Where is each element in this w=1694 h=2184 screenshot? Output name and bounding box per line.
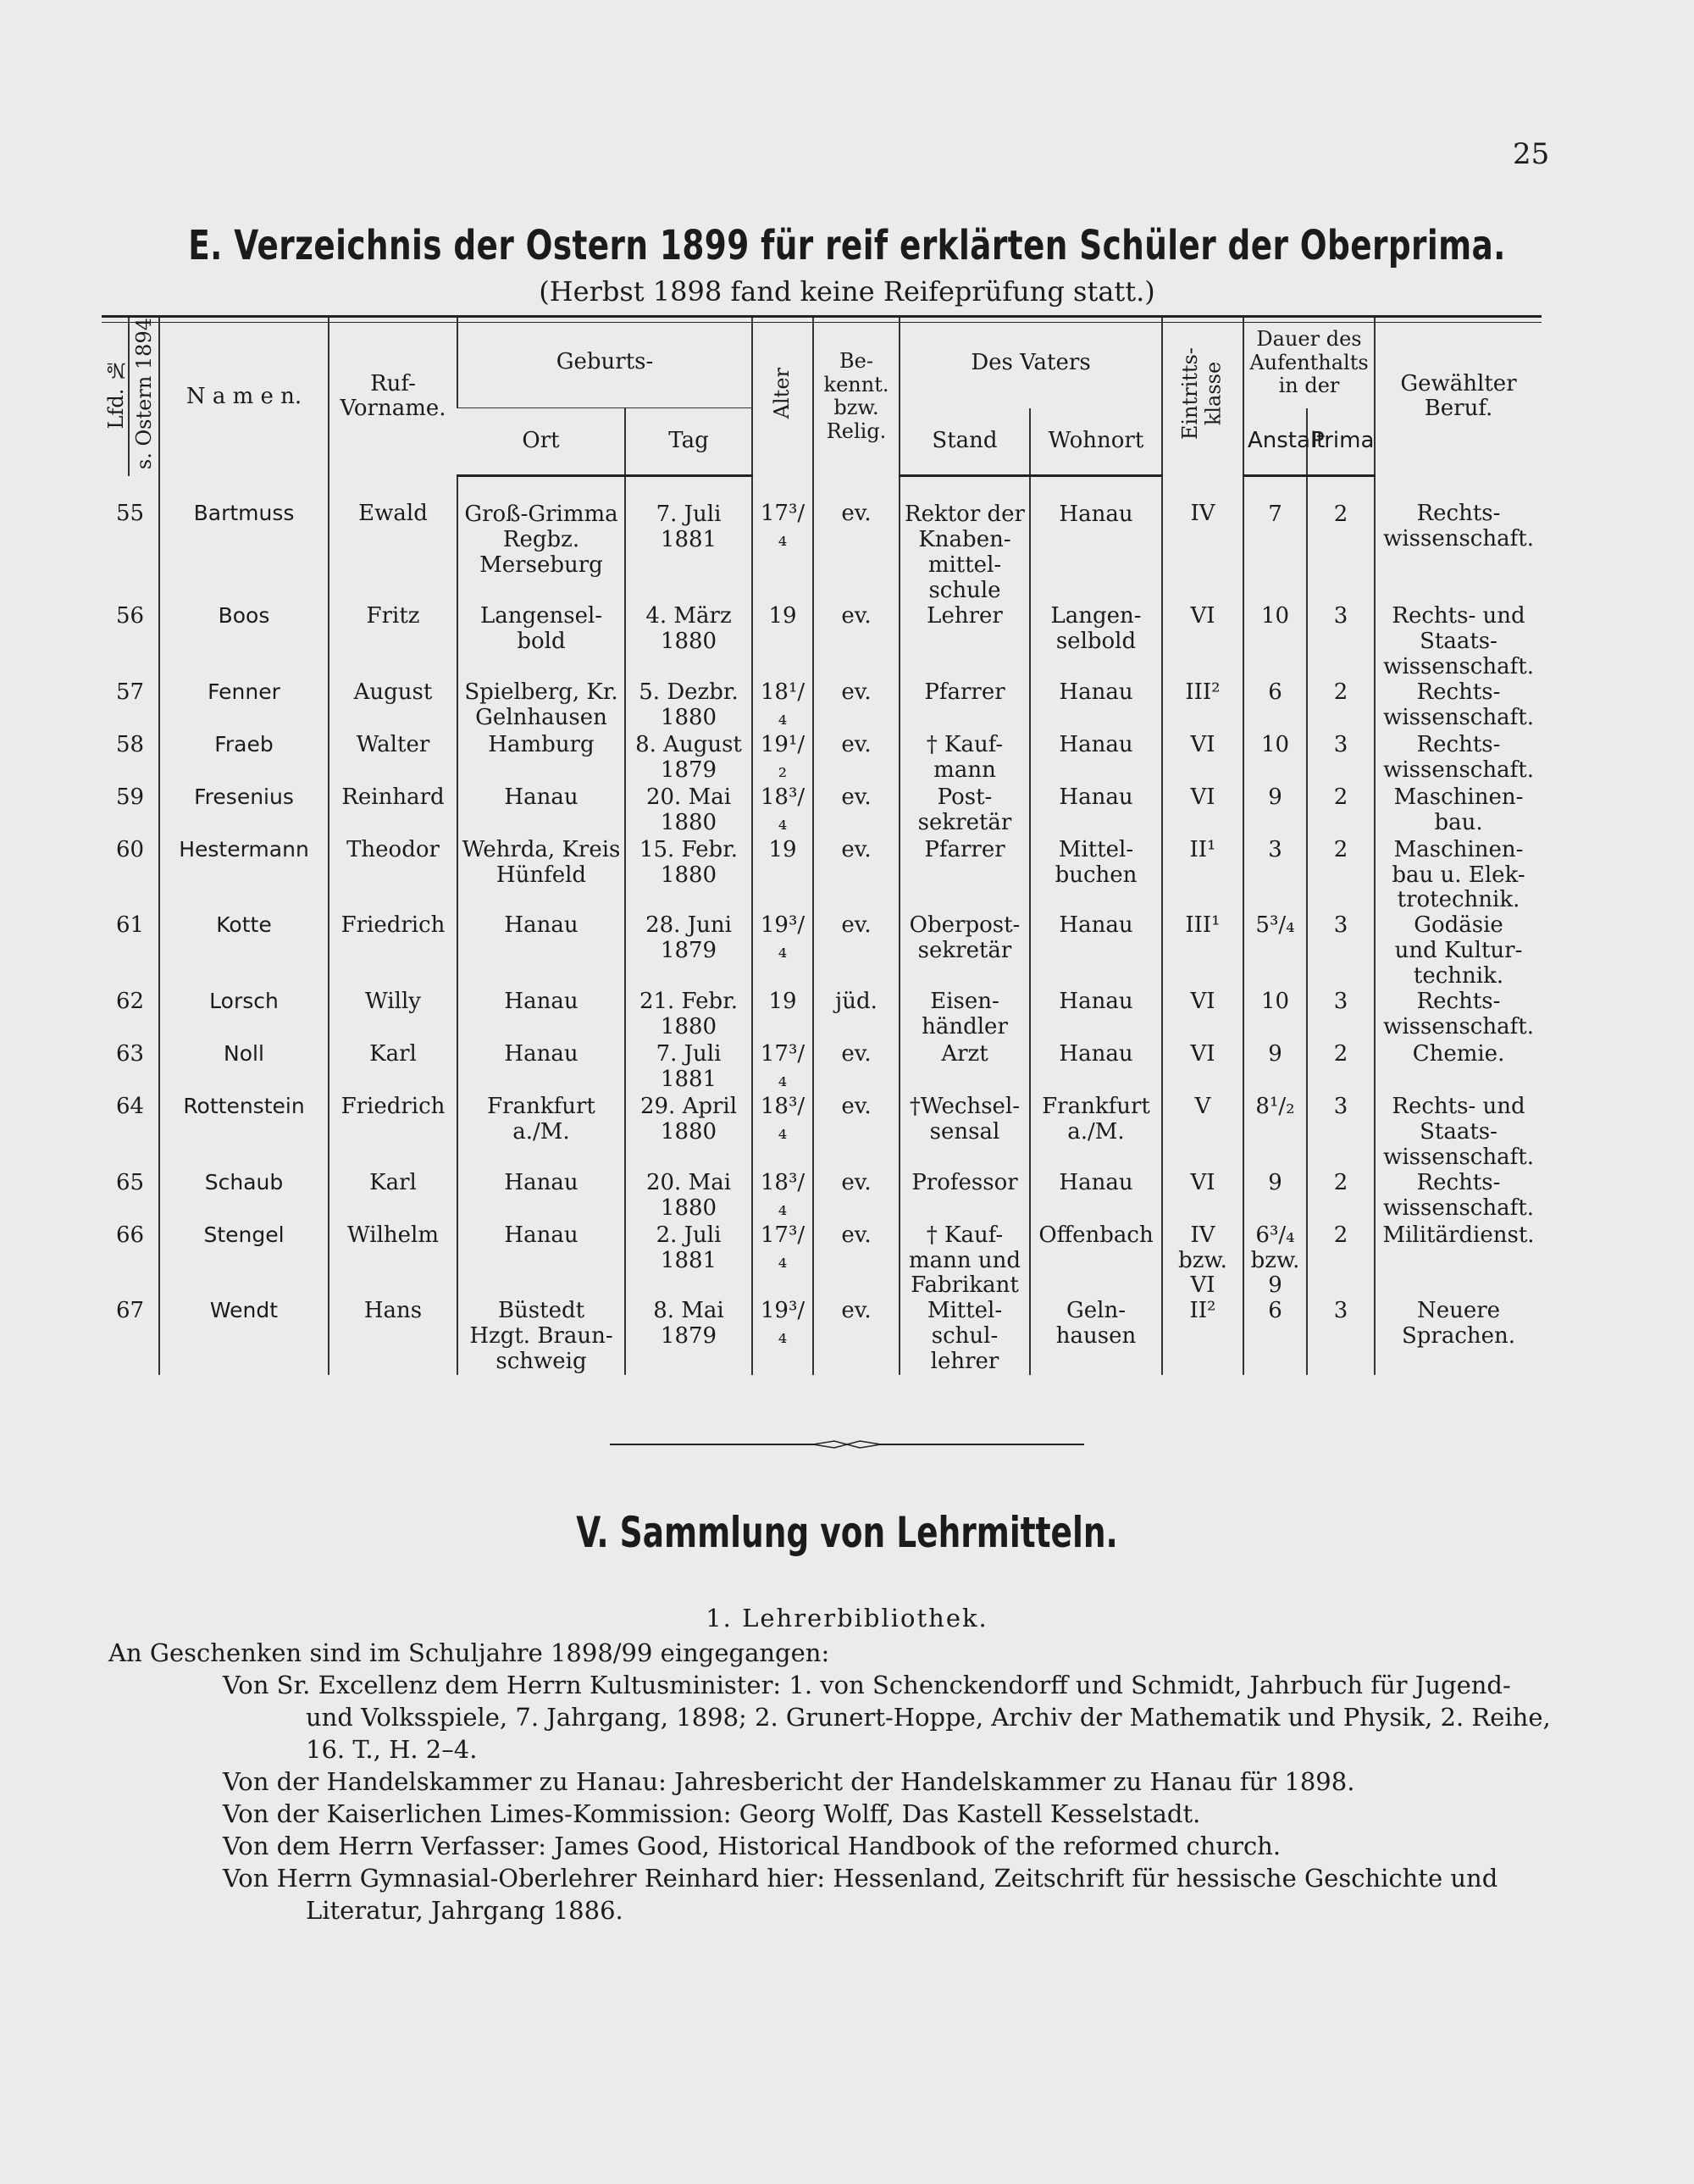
father-occupation: Pfarrer: [900, 680, 1030, 733]
religion: ev.: [813, 1223, 900, 1300]
student-name: Fresenius: [159, 785, 329, 838]
age: 19³/₄: [752, 1299, 813, 1375]
student-name: Lorsch: [159, 989, 329, 1042]
years-prima: 2: [1307, 785, 1375, 838]
birth-place: Hamburg: [457, 733, 625, 785]
age: 18³/₄: [752, 1095, 813, 1171]
first-name: Fritz: [329, 604, 457, 680]
years-school: 7: [1243, 476, 1307, 604]
religion: ev.: [813, 1171, 900, 1223]
religion: ev.: [813, 785, 900, 838]
header-wohnort: Wohnort: [1030, 408, 1162, 476]
years-prima: 2: [1307, 476, 1375, 604]
gifts-intro: An Geschenken sind im Schuljahre 1898/99 eingegangen:: [108, 1638, 830, 1667]
age: 19: [752, 604, 813, 680]
table-row: [102, 1042, 1542, 1095]
row-number: 62: [115, 989, 145, 1015]
father-residence: Frankfurt a./M.: [1030, 1095, 1162, 1171]
first-name: Karl: [329, 1042, 457, 1095]
father-residence: Langen- selbold: [1030, 604, 1162, 680]
table-row: [102, 604, 1542, 680]
chosen-career: Chemie.: [1375, 1042, 1542, 1095]
religion: ev.: [813, 476, 900, 604]
header-dauer: Dauer des Aufenthalts in der: [1243, 318, 1375, 408]
birth-place: Hanau: [457, 1042, 625, 1095]
years-school: 9: [1243, 1042, 1307, 1095]
father-residence: Hanau: [1030, 476, 1162, 604]
header-beruf: Gewählter Beruf.: [1375, 318, 1542, 476]
chosen-career: Rechts- und Staats- wissenschaft.: [1375, 1095, 1542, 1171]
gift-entry: Von der Handelskammer zu Hanau: Jahresbericht der Handelskammer zu Hanau für 1898.: [223, 1767, 1355, 1796]
religion: ev.: [813, 733, 900, 785]
age: 17³/₄: [752, 1223, 813, 1300]
first-name: Walter: [329, 733, 457, 785]
birth-date: 20. Mai 1880: [625, 785, 752, 838]
table-body: [102, 476, 1542, 1375]
father-occupation: Pfarrer: [900, 838, 1030, 914]
student-name: Stengel: [159, 1223, 329, 1300]
father-occupation: Eisen- händler: [900, 989, 1030, 1042]
years-prima: 3: [1307, 913, 1375, 989]
age: 18¹/₄: [752, 680, 813, 733]
header-tag: Tag: [625, 408, 752, 476]
years-prima: 2: [1307, 1223, 1375, 1300]
father-residence: Hanau: [1030, 785, 1162, 838]
header-rufname: Ruf- Vorname.: [329, 318, 457, 476]
first-name: Karl: [329, 1171, 457, 1223]
years-school: 10: [1243, 604, 1307, 680]
years-school: 3: [1243, 838, 1307, 914]
header-lfd: Lfd. №: [104, 358, 128, 430]
years-school: 10: [1243, 733, 1307, 785]
father-residence: Hanau: [1030, 989, 1162, 1042]
table-row: [102, 1095, 1542, 1171]
ornament-divider: [610, 1440, 1084, 1449]
birth-date: 7. Juli 1881: [625, 476, 752, 604]
father-occupation: Mittel- schul- lehrer: [900, 1299, 1030, 1375]
row-number: 58: [115, 731, 145, 757]
father-residence: Hanau: [1030, 1171, 1162, 1223]
header-vater: Des Vaters: [900, 318, 1162, 408]
chosen-career: Rechts- wissenschaft.: [1375, 733, 1542, 785]
father-residence: Hanau: [1030, 733, 1162, 785]
father-occupation: † Kauf- mann und Fabrikant: [900, 1223, 1030, 1300]
years-school: 5³/₄: [1243, 913, 1307, 989]
birth-date: 8. Mai 1879: [625, 1299, 752, 1375]
birth-place: Hanau: [457, 1171, 625, 1223]
birth-date: 5. Dezbr. 1880: [625, 680, 752, 733]
entry-class: VI: [1162, 1171, 1243, 1223]
entry-class: VI: [1162, 785, 1243, 838]
table-row: [102, 785, 1542, 838]
page-number: 25: [1513, 137, 1550, 171]
birth-date: 21. Febr. 1880: [625, 989, 752, 1042]
birth-place: Hanau: [457, 1223, 625, 1300]
chosen-career: Rechts- wissenschaft.: [1375, 1171, 1542, 1223]
birth-place: Langensel- bold: [457, 604, 625, 680]
years-prima: 3: [1307, 733, 1375, 785]
entry-class: IV bzw. VI: [1162, 1223, 1243, 1300]
gift-entry: Von Sr. Excellenz dem Herrn Kultusminister: 1. von Schenckendorff und Schmidt, Jahrbuch für Jugend- und Volksspiele, 7. Jahrgang, 1898; 2. Grunert-Hoppe, Archiv der Mathematik und Physik, 2. Reihe, 16. T., H. 2–4.: [223, 1671, 1551, 1764]
chosen-career: Neuere Sprachen.: [1375, 1299, 1542, 1375]
table-row: [102, 1223, 1542, 1300]
first-name: August: [329, 680, 457, 733]
first-name: Friedrich: [329, 1095, 457, 1171]
chosen-career: Militärdienst.: [1375, 1223, 1542, 1300]
header-bekenntnis: Be- kennt. bzw. Relig.: [813, 318, 900, 476]
father-residence: Mittel- buchen: [1030, 838, 1162, 914]
age: 18³/₄: [752, 785, 813, 838]
entry-class: VI: [1162, 604, 1243, 680]
father-occupation: Post- sekretär: [900, 785, 1030, 838]
student-name: Rottenstein: [159, 1095, 329, 1171]
lehrerbibliothek-heading: 1. Lehrerbibliothek.: [706, 1604, 988, 1632]
gifts-list: [108, 1637, 1553, 1926]
entry-class: VI: [1162, 989, 1243, 1042]
years-prima: 3: [1307, 604, 1375, 680]
religion: ev.: [813, 1095, 900, 1171]
birth-place: Spielberg, Kr. Gelnhausen: [457, 680, 625, 733]
header-alter: Alter: [752, 318, 813, 476]
header-anstalt: Anstalt: [1243, 408, 1307, 476]
header-ort: Ort: [457, 408, 625, 476]
table-row: [102, 989, 1542, 1042]
father-occupation: Lehrer: [900, 604, 1030, 680]
birth-place: Frankfurt a./M.: [457, 1095, 625, 1171]
chosen-career: Rechts- wissenschaft.: [1375, 680, 1542, 733]
row-number: 67: [115, 1298, 145, 1324]
age: 19: [752, 989, 813, 1042]
father-occupation: † Kauf- mann: [900, 733, 1030, 785]
birth-place: Hanau: [457, 989, 625, 1042]
student-name: Noll: [159, 1042, 329, 1095]
table-row: [102, 476, 1542, 604]
gift-entry: Von dem Herrn Verfasser: James Good, Historical Handbook of the reformed church.: [223, 1832, 1282, 1860]
gift-entry: Von Herrn Gymnasial-Oberlehrer Reinhard hier: Hessenland, Zeitschrift für hessische Geschichte und Literatur, Jahrgang 1886.: [223, 1864, 1498, 1925]
section-e-title: E. Verzeichnis der Ostern 1899 für reif erklärten Schüler der Oberprima.: [188, 222, 1506, 269]
years-prima: 3: [1307, 1299, 1375, 1375]
section-e-subtitle: (Herbst 1898 fand keine Reifeprüfung statt.): [539, 275, 1155, 308]
header-eintritt: Eintritts- klasse: [1162, 318, 1243, 476]
first-name: Reinhard: [329, 785, 457, 838]
years-prima: 2: [1307, 838, 1375, 914]
father-residence: Hanau: [1030, 1042, 1162, 1095]
chosen-career: Maschinen- bau u. Elek- trotechnik.: [1375, 838, 1542, 914]
header-seit: s. Ostern 1894: [129, 318, 159, 476]
birth-place: Groß-Grimma Regbz. Merseburg: [457, 476, 625, 604]
table-row: [102, 733, 1542, 785]
birth-date: 29. April 1880: [625, 1095, 752, 1171]
entry-class: VI: [1162, 733, 1243, 785]
birth-date: 20. Mai 1880: [625, 1171, 752, 1223]
years-prima: 2: [1307, 1042, 1375, 1095]
religion: ev.: [813, 838, 900, 914]
birth-place: Wehrda, Kreis Hünfeld: [457, 838, 625, 914]
chosen-career: Rechts- und Staats- wissenschaft.: [1375, 604, 1542, 680]
birth-date: 4. März 1880: [625, 604, 752, 680]
religion: ev.: [813, 680, 900, 733]
section-v-title: V. Sammlung von Lehrmitteln.: [576, 1508, 1118, 1557]
age: 19¹/₂: [752, 733, 813, 785]
father-residence: Hanau: [1030, 913, 1162, 989]
header-namen: N a m e n.: [159, 318, 329, 476]
birth-place: Hanau: [457, 913, 625, 989]
years-school: 6³/₄ bzw. 9: [1243, 1223, 1307, 1300]
header-prima: Prima: [1307, 408, 1375, 476]
header-stand: Stand: [900, 408, 1030, 476]
table-row: [102, 1171, 1542, 1223]
father-occupation: Rektor der Knaben- mittel- schule: [900, 476, 1030, 604]
first-name: Hans: [329, 1299, 457, 1375]
student-name: Kotte: [159, 913, 329, 989]
first-name: Wilhelm: [329, 1223, 457, 1300]
age: 17³/₄: [752, 1042, 813, 1095]
row-number: 61: [115, 912, 145, 939]
entry-class: IV: [1162, 476, 1243, 604]
gift-entry: Von der Kaiserlichen Limes-Kommission: Georg Wolff, Das Kastell Kesselstadt.: [223, 1799, 1201, 1828]
row-number: 60: [115, 836, 145, 862]
entry-class: III¹: [1162, 913, 1243, 989]
first-name: Theodor: [329, 838, 457, 914]
birth-date: 8. August 1879: [625, 733, 752, 785]
father-occupation: Arzt: [900, 1042, 1030, 1095]
row-number: 55: [115, 500, 145, 526]
birth-date: 2. Juli 1881: [625, 1223, 752, 1300]
entry-class: VI: [1162, 1042, 1243, 1095]
age: 19: [752, 838, 813, 914]
first-name: Friedrich: [329, 913, 457, 989]
table-row: [102, 838, 1542, 914]
entry-class: II²: [1162, 1299, 1243, 1375]
chosen-career: Rechts- wissenschaft.: [1375, 476, 1542, 604]
row-number: 59: [115, 784, 145, 810]
years-prima: 2: [1307, 680, 1375, 733]
graduates-table: [102, 318, 1542, 1375]
years-prima: 2: [1307, 1171, 1375, 1223]
student-name: Boos: [159, 604, 329, 680]
student-name: Schaub: [159, 1171, 329, 1223]
birth-date: 7. Juli 1881: [625, 1042, 752, 1095]
birth-date: 15. Febr. 1880: [625, 838, 752, 914]
years-prima: 3: [1307, 1095, 1375, 1171]
religion: ev.: [813, 1299, 900, 1375]
years-school: 9: [1243, 785, 1307, 838]
father-residence: Geln- hausen: [1030, 1299, 1162, 1375]
row-number: 66: [115, 1222, 145, 1248]
student-name: Wendt: [159, 1299, 329, 1375]
header-geburts: Geburts-: [457, 318, 752, 408]
birth-date: 28. Juni 1879: [625, 913, 752, 989]
father-occupation: Professor: [900, 1171, 1030, 1223]
student-name: Fenner: [159, 680, 329, 733]
years-school: 10: [1243, 989, 1307, 1042]
father-occupation: †Wechsel- sensal: [900, 1095, 1030, 1171]
table-row: [102, 913, 1542, 989]
entry-class: V: [1162, 1095, 1243, 1171]
chosen-career: Godäsie und Kultur- technik.: [1375, 913, 1542, 989]
years-prima: 3: [1307, 989, 1375, 1042]
chosen-career: Rechts- wissenschaft.: [1375, 989, 1542, 1042]
years-school: 6: [1243, 1299, 1307, 1375]
years-school: 6: [1243, 680, 1307, 733]
chosen-career: Maschinen- bau.: [1375, 785, 1542, 838]
row-number: 63: [115, 1041, 145, 1067]
entry-class: III²: [1162, 680, 1243, 733]
table-row: [102, 680, 1542, 733]
father-residence: Offenbach: [1030, 1223, 1162, 1300]
age: 17³/₄: [752, 476, 813, 604]
age: 19³/₄: [752, 913, 813, 989]
father-residence: Hanau: [1030, 680, 1162, 733]
birth-place: Hanau: [457, 785, 625, 838]
row-number: 65: [115, 1169, 145, 1195]
row-number: 56: [115, 603, 145, 629]
religion: ev.: [813, 1042, 900, 1095]
religion: ev.: [813, 913, 900, 989]
student-name: Fraeb: [159, 733, 329, 785]
first-name: Ewald: [329, 476, 457, 604]
student-name: Hestermann: [159, 838, 329, 914]
religion: ev.: [813, 604, 900, 680]
entry-class: II¹: [1162, 838, 1243, 914]
row-number: 64: [115, 1094, 145, 1120]
table-row: [102, 1299, 1542, 1375]
religion: jüd.: [813, 989, 900, 1042]
age: 18³/₄: [752, 1171, 813, 1223]
birth-place: Büstedt Hzgt. Braun- schweig: [457, 1299, 625, 1375]
years-school: 8¹/₂: [1243, 1095, 1307, 1171]
father-occupation: Oberpost- sekretär: [900, 913, 1030, 989]
row-number: 57: [115, 679, 145, 705]
student-name: Bartmuss: [159, 476, 329, 604]
first-name: Willy: [329, 989, 457, 1042]
years-school: 9: [1243, 1171, 1307, 1223]
